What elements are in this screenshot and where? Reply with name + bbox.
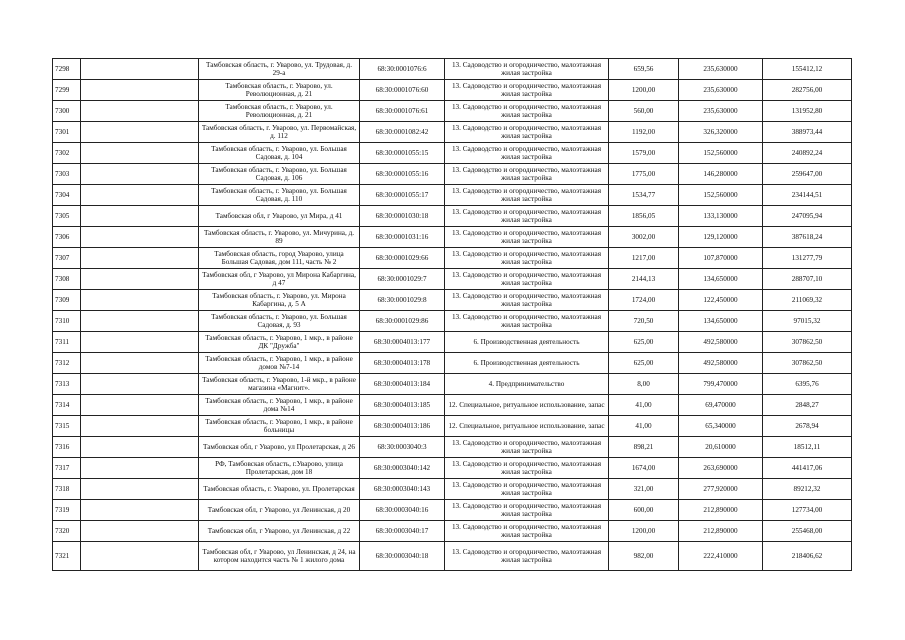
cadastral-number-cell: 68:30:0001076:60	[360, 80, 445, 101]
table-row	[53, 290, 852, 311]
blank-cell	[81, 59, 199, 80]
land-use-cell: 13. Садоводство и огородничество, малоэтажная жилая застройка	[445, 143, 609, 164]
area-cell: 8,00	[609, 374, 679, 395]
address-cell: Тамбовская область, г. Уварово, 1 мкр., в районе больницы	[199, 416, 360, 437]
area-cell: 1856,05	[609, 206, 679, 227]
row-number-cell: 7307	[53, 248, 81, 269]
cadastral-value-cell: 240892,24	[763, 143, 852, 164]
land-use-cell: 13. Садоводство и огородничество, малоэтажная жилая застройка	[445, 122, 609, 143]
area-cell: 1724,00	[609, 290, 679, 311]
cadastral-value-cell: 218406,62	[763, 542, 852, 571]
cadastral-value-cell: 234144,51	[763, 185, 852, 206]
blank-cell	[81, 395, 199, 416]
area-cell: 898,21	[609, 437, 679, 458]
address-cell: Тамбовская область, г. Уварово, 1 мкр., в районе ДК "Дружба"	[199, 332, 360, 353]
cadastral-value-cell: 211069,32	[763, 290, 852, 311]
land-use-cell: 13. Садоводство и огородничество, малоэтажная жилая застройка	[445, 269, 609, 290]
cadastral-value-cell: 247095,94	[763, 206, 852, 227]
cadastral-number-cell: 68:30:0001082:42	[360, 122, 445, 143]
row-number-cell: 7305	[53, 206, 81, 227]
row-number-cell: 7299	[53, 80, 81, 101]
cadastral-value-cell: 155412,12	[763, 59, 852, 80]
row-number-cell: 7302	[53, 143, 81, 164]
cadastral-value-cell: 441417,06	[763, 458, 852, 479]
row-number-cell: 7317	[53, 458, 81, 479]
table-row	[53, 542, 852, 571]
address-cell: Тамбовская обл, г Уварово, ул Ленинская, д 22	[199, 521, 360, 542]
land-use-cell: 13. Садоводство и огородничество, малоэтажная жилая застройка	[445, 479, 609, 500]
specific-value-cell: 122,450000	[679, 290, 763, 311]
land-use-cell: 13. Садоводство и огородничество, малоэтажная жилая застройка	[445, 521, 609, 542]
specific-value-cell: 492,580000	[679, 353, 763, 374]
specific-value-cell: 235,630000	[679, 101, 763, 122]
land-use-cell: 13. Садоводство и огородничество, малоэтажная жилая застройка	[445, 80, 609, 101]
cadastral-value-cell: 288707,10	[763, 269, 852, 290]
area-cell: 1217,00	[609, 248, 679, 269]
specific-value-cell: 65,340000	[679, 416, 763, 437]
row-number-cell: 7312	[53, 353, 81, 374]
cadastral-value-cell: 388973,44	[763, 122, 852, 143]
row-number-cell: 7303	[53, 164, 81, 185]
blank-cell	[81, 248, 199, 269]
area-cell: 321,00	[609, 479, 679, 500]
area-cell: 625,00	[609, 353, 679, 374]
cadastral-value-cell: 6395,76	[763, 374, 852, 395]
area-cell: 982,00	[609, 542, 679, 571]
land-use-cell: 13. Садоводство и огородничество, малоэтажная жилая застройка	[445, 164, 609, 185]
cadastral-number-cell: 68:30:0001029:7	[360, 269, 445, 290]
specific-value-cell: 235,630000	[679, 59, 763, 80]
blank-cell	[81, 80, 199, 101]
specific-value-cell: 134,650000	[679, 269, 763, 290]
table-row	[53, 122, 852, 143]
table-row	[53, 395, 852, 416]
land-use-cell: 12. Специальное, ритуальное использование, запас	[445, 395, 609, 416]
land-use-cell: 13. Садоводство и огородничество, малоэтажная жилая застройка	[445, 458, 609, 479]
address-cell: Тамбовская область, г. Уварово, ул. Трудовая, д. 29-а	[199, 59, 360, 80]
cadastral-value-cell: 18512,11	[763, 437, 852, 458]
address-cell: Тамбовская область, г. Уварово, 1-й мкр., в районе магазина «Магнит».	[199, 374, 360, 395]
specific-value-cell: 69,470000	[679, 395, 763, 416]
row-number-cell: 7318	[53, 479, 81, 500]
cadastral-value-cell: 259647,00	[763, 164, 852, 185]
land-use-cell: 13. Садоводство и огородничество, малоэтажная жилая застройка	[445, 542, 609, 571]
table-row	[53, 59, 852, 80]
specific-value-cell: 134,650000	[679, 311, 763, 332]
cadastral-value-cell: 89212,32	[763, 479, 852, 500]
cadastral-number-cell: 68:30:0004013:185	[360, 395, 445, 416]
cadastral-number-cell: 68:30:0004013:177	[360, 332, 445, 353]
blank-cell	[81, 479, 199, 500]
blank-cell	[81, 374, 199, 395]
blank-cell	[81, 332, 199, 353]
blank-cell	[81, 458, 199, 479]
blank-cell	[81, 416, 199, 437]
land-use-cell: 12. Специальное, ритуальное использование, запас	[445, 416, 609, 437]
land-use-cell: 13. Садоводство и огородничество, малоэтажная жилая застройка	[445, 206, 609, 227]
area-cell: 1534,77	[609, 185, 679, 206]
address-cell: Тамбовская область, г. Уварово, 1 мкр., в районе дома №14	[199, 395, 360, 416]
cadastral-number-cell: 68:30:0004013:186	[360, 416, 445, 437]
area-cell: 1674,00	[609, 458, 679, 479]
cadastral-value-cell: 307862,50	[763, 332, 852, 353]
cadastral-number-cell: 68:30:0001029:86	[360, 311, 445, 332]
row-number-cell: 7304	[53, 185, 81, 206]
address-cell: Тамбовская область, г. Уварово, 1 мкр., в районе домов №7-14	[199, 353, 360, 374]
land-use-cell: 6. Производственная деятельность	[445, 353, 609, 374]
table-row	[53, 101, 852, 122]
cadastral-value-table	[52, 58, 852, 571]
land-use-cell: 4. Предпринимательство	[445, 374, 609, 395]
area-cell: 720,50	[609, 311, 679, 332]
row-number-cell: 7298	[53, 59, 81, 80]
row-number-cell: 7321	[53, 542, 81, 571]
land-use-cell: 13. Садоводство и огородничество, малоэтажная жилая застройка	[445, 248, 609, 269]
cadastral-number-cell: 68:30:0001031:16	[360, 227, 445, 248]
table-row	[53, 206, 852, 227]
area-cell: 1192,00	[609, 122, 679, 143]
blank-cell	[81, 311, 199, 332]
blank-cell	[81, 122, 199, 143]
area-cell: 2144,13	[609, 269, 679, 290]
cadastral-number-cell: 68:30:0003040:143	[360, 479, 445, 500]
land-use-cell: 6. Производственная деятельность	[445, 332, 609, 353]
cadastral-number-cell: 68:30:0004013:184	[360, 374, 445, 395]
row-number-cell: 7316	[53, 437, 81, 458]
table-row	[53, 416, 852, 437]
cadastral-value-cell: 255468,00	[763, 521, 852, 542]
table-row	[53, 185, 852, 206]
blank-cell	[81, 185, 199, 206]
cadastral-value-cell: 131277,79	[763, 248, 852, 269]
address-cell: Тамбовская область, г. Уварово, ул. Большая Садовая, д. 106	[199, 164, 360, 185]
land-use-cell: 13. Садоводство и огородничество, малоэтажная жилая застройка	[445, 59, 609, 80]
blank-cell	[81, 290, 199, 311]
table-row	[53, 248, 852, 269]
blank-cell	[81, 206, 199, 227]
blank-cell	[81, 437, 199, 458]
area-cell: 1775,00	[609, 164, 679, 185]
address-cell: Тамбовская обл, г Уварово, ул Ленинская, д 24, на котором находится часть № 1 жилого дома	[199, 542, 360, 571]
address-cell: Тамбовская область, г. Уварово, ул. Большая Садовая, д. 104	[199, 143, 360, 164]
row-number-cell: 7315	[53, 416, 81, 437]
cadastral-value-cell: 127734,00	[763, 500, 852, 521]
table-row	[53, 80, 852, 101]
address-cell: Тамбовская обл, г Уварово, ул Мирона Кабаргина, д 47	[199, 269, 360, 290]
specific-value-cell: 212,890000	[679, 500, 763, 521]
cadastral-value-cell: 307862,50	[763, 353, 852, 374]
blank-cell	[81, 143, 199, 164]
table-row	[53, 143, 852, 164]
cadastral-number-cell: 68:30:0001076:6	[360, 59, 445, 80]
area-cell: 41,00	[609, 395, 679, 416]
cadastral-number-cell: 68:30:0001055:17	[360, 185, 445, 206]
address-cell: Тамбовская область, г. Уварово, ул. Революционная, д. 21	[199, 80, 360, 101]
cadastral-value-cell: 97015,32	[763, 311, 852, 332]
area-cell: 41,00	[609, 416, 679, 437]
address-cell: Тамбовская область, г. Уварово, ул. Первомайская, д. 112	[199, 122, 360, 143]
blank-cell	[81, 500, 199, 521]
row-number-cell: 7300	[53, 101, 81, 122]
blank-cell	[81, 521, 199, 542]
address-cell: Тамбовская область, г. Уварово, ул. Большая Садовая, д. 110	[199, 185, 360, 206]
row-number-cell: 7311	[53, 332, 81, 353]
land-use-cell: 13. Садоводство и огородничество, малоэтажная жилая застройка	[445, 185, 609, 206]
area-cell: 560,00	[609, 101, 679, 122]
cadastral-number-cell: 68:30:0001055:15	[360, 143, 445, 164]
cadastral-number-cell: 68:30:0001055:16	[360, 164, 445, 185]
specific-value-cell: 152,560000	[679, 185, 763, 206]
table-row	[53, 164, 852, 185]
table-row	[53, 500, 852, 521]
address-cell: Тамбовская область, город Уварово, улица Большая Садовая, дом 111, часть № 2	[199, 248, 360, 269]
blank-cell	[81, 353, 199, 374]
table-row	[53, 374, 852, 395]
cadastral-number-cell: 68:30:0004013:178	[360, 353, 445, 374]
row-number-cell: 7301	[53, 122, 81, 143]
specific-value-cell: 799,470000	[679, 374, 763, 395]
area-cell: 625,00	[609, 332, 679, 353]
address-cell: Тамбовская обл, г Уварово, ул Мира, д 41	[199, 206, 360, 227]
table-row	[53, 311, 852, 332]
specific-value-cell: 133,130000	[679, 206, 763, 227]
table-row	[53, 479, 852, 500]
address-cell: Тамбовская обл, г Уварово, ул Ленинская, д 20	[199, 500, 360, 521]
cadastral-number-cell: 68:30:0001076:61	[360, 101, 445, 122]
table-row	[53, 353, 852, 374]
cadastral-number-cell: 68:30:0003040:18	[360, 542, 445, 571]
row-number-cell: 7314	[53, 395, 81, 416]
area-cell: 659,56	[609, 59, 679, 80]
table-row	[53, 227, 852, 248]
specific-value-cell: 129,120000	[679, 227, 763, 248]
land-use-cell: 13. Садоводство и огородничество, малоэтажная жилая застройка	[445, 101, 609, 122]
address-cell: Тамбовская область, г. Уварово, ул. Революционная, д. 21	[199, 101, 360, 122]
cadastral-value-cell: 387618,24	[763, 227, 852, 248]
address-cell: Тамбовская область, г. Уварово, ул. Мичурина, д. 89	[199, 227, 360, 248]
row-number-cell: 7310	[53, 311, 81, 332]
cadastral-number-cell: 68:30:0003040:3	[360, 437, 445, 458]
area-cell: 1200,00	[609, 521, 679, 542]
cadastral-number-cell: 68:30:0001030:18	[360, 206, 445, 227]
cadastral-value-cell: 2678,94	[763, 416, 852, 437]
specific-value-cell: 492,580000	[679, 332, 763, 353]
land-use-cell: 13. Садоводство и огородничество, малоэтажная жилая застройка	[445, 437, 609, 458]
table-row	[53, 521, 852, 542]
table-row	[53, 332, 852, 353]
cadastral-value-cell: 282756,00	[763, 80, 852, 101]
specific-value-cell: 107,870000	[679, 248, 763, 269]
land-use-cell: 13. Садоводство и огородничество, малоэтажная жилая застройка	[445, 290, 609, 311]
land-use-cell: 13. Садоводство и огородничество, малоэтажная жилая застройка	[445, 227, 609, 248]
blank-cell	[81, 164, 199, 185]
address-cell: РФ, Тамбовская область, г.Уварово, улица Пролетарская, дом 18	[199, 458, 360, 479]
blank-cell	[81, 269, 199, 290]
area-cell: 3002,00	[609, 227, 679, 248]
cadastral-value-cell: 2848,27	[763, 395, 852, 416]
specific-value-cell: 20,610000	[679, 437, 763, 458]
table-row	[53, 458, 852, 479]
cadastral-number-cell: 68:30:0001029:66	[360, 248, 445, 269]
table-row	[53, 269, 852, 290]
specific-value-cell: 326,320000	[679, 122, 763, 143]
row-number-cell: 7313	[53, 374, 81, 395]
specific-value-cell: 263,690000	[679, 458, 763, 479]
blank-cell	[81, 542, 199, 571]
row-number-cell: 7320	[53, 521, 81, 542]
area-cell: 1579,00	[609, 143, 679, 164]
cadastral-number-cell: 68:30:0003040:142	[360, 458, 445, 479]
land-use-cell: 13. Садоводство и огородничество, малоэтажная жилая застройка	[445, 500, 609, 521]
specific-value-cell: 277,920000	[679, 479, 763, 500]
specific-value-cell: 222,410000	[679, 542, 763, 571]
address-cell: Тамбовская область, г. Уварово, ул. Большая Садовая, д. 93	[199, 311, 360, 332]
land-use-cell: 13. Садоводство и огородничество, малоэтажная жилая застройка	[445, 311, 609, 332]
specific-value-cell: 146,280000	[679, 164, 763, 185]
specific-value-cell: 235,630000	[679, 80, 763, 101]
row-number-cell: 7308	[53, 269, 81, 290]
specific-value-cell: 152,560000	[679, 143, 763, 164]
row-number-cell: 7306	[53, 227, 81, 248]
area-cell: 1200,00	[609, 80, 679, 101]
address-cell: Тамбовская обл, г Уварово, ул Пролетарская, д 26	[199, 437, 360, 458]
row-number-cell: 7319	[53, 500, 81, 521]
row-number-cell: 7309	[53, 290, 81, 311]
cadastral-number-cell: 68:30:0003040:16	[360, 500, 445, 521]
blank-cell	[81, 227, 199, 248]
area-cell: 600,00	[609, 500, 679, 521]
blank-cell	[81, 101, 199, 122]
cadastral-value-cell: 131952,80	[763, 101, 852, 122]
cadastral-number-cell: 68:30:0003040:17	[360, 521, 445, 542]
specific-value-cell: 212,890000	[679, 521, 763, 542]
cadastral-number-cell: 68:30:0001029:8	[360, 290, 445, 311]
table-row	[53, 437, 852, 458]
address-cell: Тамбовская область, г. Уварово, ул. Мирона Кабаргина, д. 5 А	[199, 290, 360, 311]
address-cell: Тамбовская область, г. Уварово, ул. Пролетарская	[199, 479, 360, 500]
